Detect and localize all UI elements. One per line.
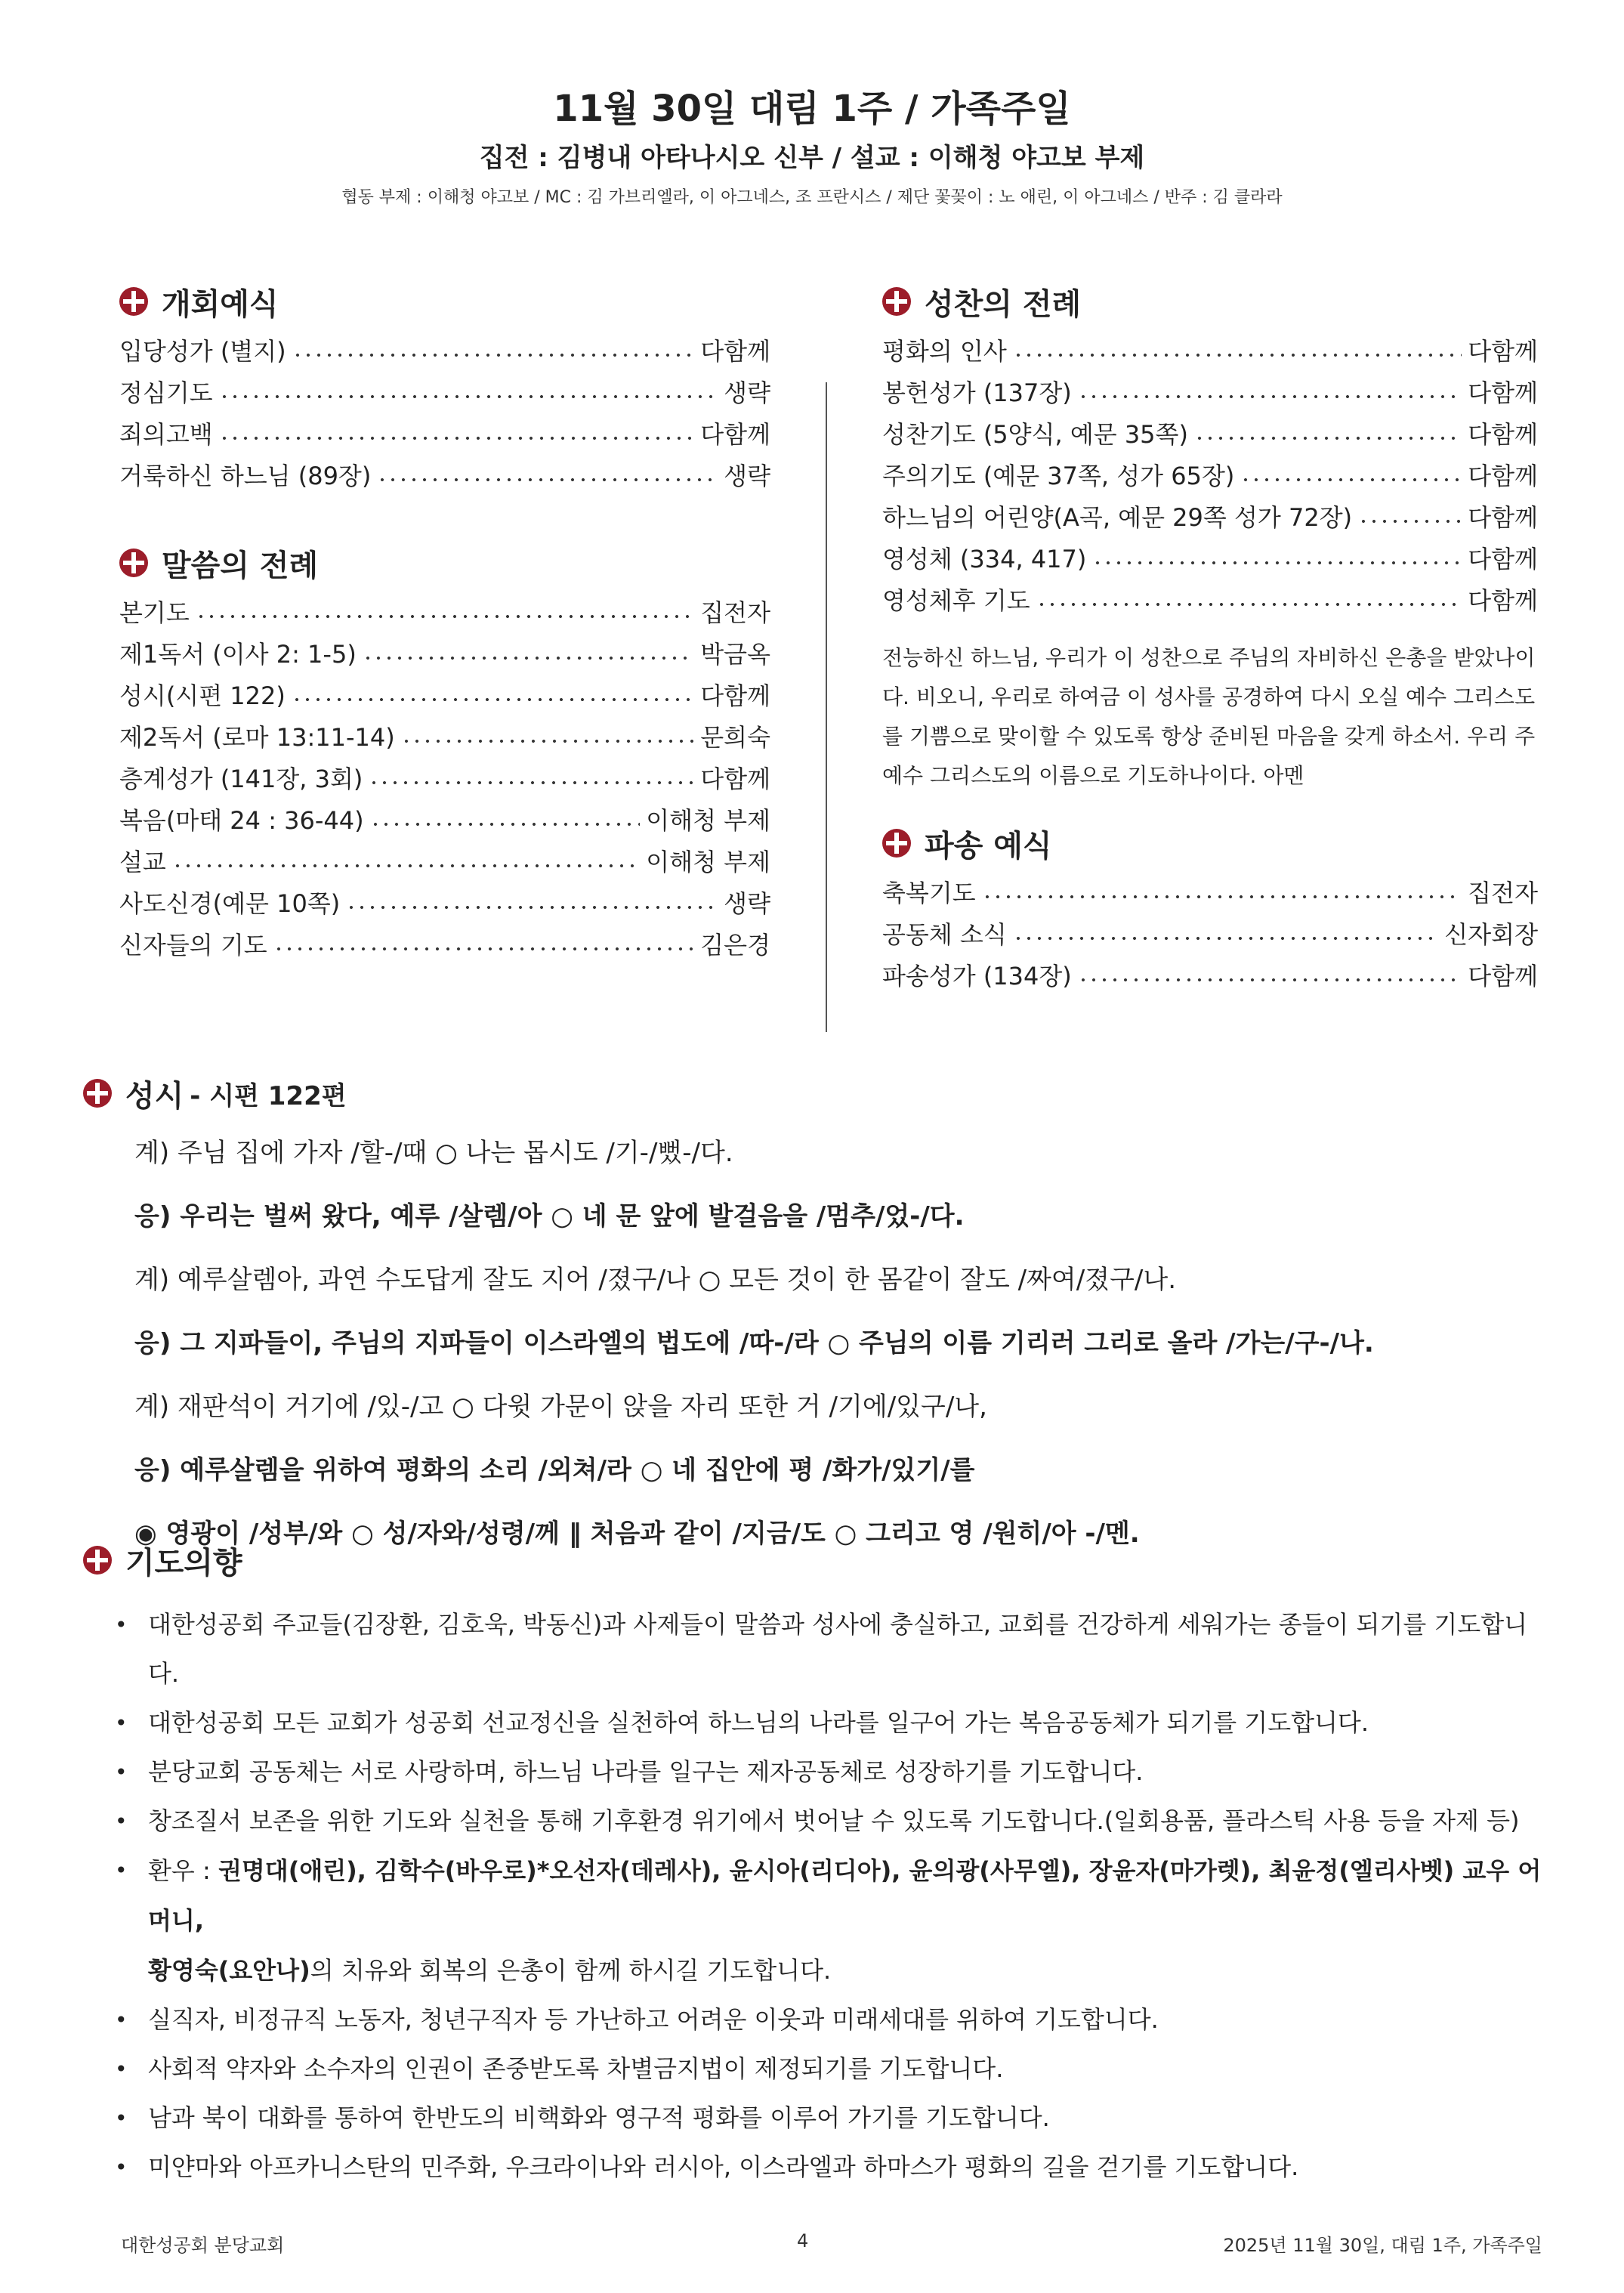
intention-item: • 대한성공회 모든 교회가 성공회 선교정신을 실천하여 하느님의 나라를 일구어 가는 복음공동체가 되기를 기도합니다. (115, 1698, 1556, 1748)
order-item-leader: 다함께 (1468, 503, 1538, 532)
dot-leader (982, 882, 1462, 906)
order-item-name: 설교 (119, 848, 166, 876)
order-item-name: 파송성가 (134장) (882, 962, 1072, 990)
order-item (882, 331, 1538, 372)
order-item (119, 842, 770, 883)
section-heading-word (119, 541, 770, 585)
order-item (882, 497, 1538, 539)
order-item (882, 580, 1538, 622)
order-item-name: 봉헌성가 (137장) (882, 379, 1072, 407)
order-item (119, 800, 770, 842)
section-title: 말씀의 전례 (162, 548, 319, 583)
section-heading-eucharist (882, 280, 1538, 323)
order-item-name: 하느님의 어린양(A곡, 예문 29쪽 성가 72장) (882, 503, 1353, 532)
left-column (119, 280, 770, 966)
order-item (882, 414, 1538, 456)
page-title: 11월 30일 대림 1주 / 가족주일 (553, 88, 1071, 130)
section-heading-dismissal (882, 821, 1538, 865)
sick-names: 권명대(애린), 김학수(바우로)*오선자(데레사), 윤시아(리디아), 윤의광(사무엘), 장윤자(마가렛), 최윤정(엘리사벳) 교우 어머니, (148, 1856, 1542, 1935)
order-item-name: 공동체 소식 (882, 920, 1007, 949)
order-item-name: 복음(마태 24 : 36-44) (119, 806, 364, 835)
section-title: 성시 (125, 1078, 184, 1114)
intention-item: • 창조질서 보존을 위한 기도와 실천을 통해 기후환경 위기에서 벗어날 수 있도록 기도합니다.(일회용품, 플라스틱 사용 등을 자제 등) (115, 1797, 1556, 1846)
order-item-leader: 박금옥 (700, 640, 770, 669)
cross-icon (83, 1079, 112, 1108)
dot-leader (1194, 423, 1462, 447)
order-item-leader: 다함께 (700, 681, 770, 710)
helpers-line: 협동 부제 : 이해청 야고보 / MC : 김 가브리엘라, 이 아그네스, 조 프란시스 / 제단 꽃꽂이 : 노 애린, 이 아그네스 / 반주 : 김 클라라 (341, 188, 1283, 207)
cross-icon (119, 549, 148, 577)
footer-church: 대한성공회 분당교회 (121, 2235, 285, 2256)
order-item (882, 873, 1538, 914)
order-item-leader: 다함께 (1468, 337, 1538, 366)
column-divider (826, 382, 827, 1032)
psalm-line-response: 응) 예루살렘을 위하여 평화의 소리 /외쳐/라 ○ 네 집안에 평 /화가/있기/를 (134, 1455, 975, 1485)
order-item-name: 사도신경(예문 10쪽) (119, 889, 341, 918)
order-item-name: 주의기도 (예문 37쪽, 성가 65장) (882, 462, 1235, 490)
order-item-leader: 다함께 (1468, 586, 1538, 615)
order-item (882, 372, 1538, 414)
order-item-leader: 생략 (724, 379, 770, 407)
order-item (119, 372, 770, 414)
bulletin-header (0, 85, 1624, 213)
dot-leader (1036, 589, 1462, 613)
psalm-line-celebrant: 계) 재판석이 거기에 /있-/고 ○ 다윗 가문이 앉을 자리 또한 거 /기에/있구/나, (134, 1392, 987, 1422)
dot-leader (1013, 923, 1439, 947)
sick-suffix: 의 치유와 회복의 은총이 함께 하시길 기도합니다. (310, 1956, 832, 1985)
dot-leader (363, 643, 694, 667)
order-list-opening (119, 331, 770, 497)
order-item-leader: 다함께 (1468, 420, 1538, 449)
psalm-section (83, 1071, 1541, 1565)
psalm-lines (83, 1121, 1541, 1565)
dot-leader (219, 382, 718, 406)
page-number: 4 (797, 2230, 809, 2251)
order-item-name: 본기도 (119, 598, 190, 627)
dot-leader (401, 726, 695, 750)
order-item-leader: 집전자 (1468, 879, 1538, 907)
order-item-leader: 다함께 (1468, 379, 1538, 407)
order-item-name: 평화의 인사 (882, 337, 1007, 366)
order-item (882, 914, 1538, 956)
order-list-word (119, 592, 770, 966)
order-item (119, 592, 770, 634)
officiant-line: 집전 : 김병내 아타나시오 신부 / 설교 : 이해청 야고보 부제 (479, 143, 1145, 173)
psalm-line-gloria: ◉ 영광이 /성부/와 ○ 성/자와/성령/께 ‖ 처음과 같이 /지금/도 ○ 그리고 영 /원히/아 -/멘. (134, 1519, 1140, 1549)
order-item (119, 883, 770, 925)
dot-leader (346, 892, 718, 916)
order-item-name: 성찬기도 (5양식, 예문 35쪽) (882, 420, 1188, 449)
post-communion-prayer: 전능하신 하느님, 우리가 이 성찬으로 주님의 자비하신 은총을 받았나이다. 비오니, 우리로 하여금 이 성사를 공경하여 다시 오실 예수 그리스도를 기쁨으로 맞이할 수 있도록 항상 준비된 마음을 갖게 하소서. 우리 주 예수 그리스도의 이름으로 기도하나이다. 아멘 (882, 645, 1536, 788)
order-item-leader: 다함께 (1468, 545, 1538, 573)
cross-icon (882, 829, 911, 858)
order-item-leader: 다함께 (700, 420, 770, 449)
order-item-name: 정심기도 (119, 379, 213, 407)
order-item-name: 층계성가 (141장, 3회) (119, 765, 363, 793)
dot-leader (1240, 465, 1462, 489)
order-item (119, 634, 770, 675)
order-item (119, 675, 770, 717)
psalm-line-response: 응) 그 지파들이, 주님의 지파들이 이스라엘의 법도에 /따-/라 ○ 주님의 이름 기리러 그리로 올라 /가는/구-/나. (134, 1328, 1374, 1358)
intention-item: • 미얀마와 아프카니스탄의 민주화, 우크라이나와 러시아, 이스라엘과 하마스가 평화의 길을 걷기를 기도합니다. (115, 2143, 1556, 2192)
section-title: 성찬의 전례 (925, 286, 1082, 322)
dot-leader (196, 601, 695, 626)
cross-icon (882, 287, 911, 316)
section-title: 파송 예식 (925, 828, 1052, 864)
order-item (119, 331, 770, 372)
dot-leader (292, 685, 694, 709)
cross-icon (83, 1546, 112, 1575)
dot-leader (172, 851, 640, 875)
intention-item: • 분당교회 공동체는 서로 사랑하며, 하느님 나라를 일구는 제자공동체로 성장하기를 기도합니다. (115, 1748, 1556, 1797)
order-item (882, 539, 1538, 580)
cross-icon (119, 287, 148, 316)
order-list-dismissal (882, 873, 1538, 997)
order-item (119, 456, 770, 497)
psalm-line-celebrant: 계) 주님 집에 가자 /할-/때 ○ 나는 몹시도 /기-/뻤-/다. (134, 1138, 733, 1168)
dot-leader (1358, 506, 1462, 530)
dot-leader (1078, 382, 1462, 406)
dot-leader (219, 423, 695, 447)
order-item-leader: 다함께 (700, 765, 770, 793)
order-item-leader: 생략 (724, 889, 770, 918)
section-heading-opening (119, 280, 770, 323)
dot-leader (1078, 965, 1462, 989)
order-item-name: 죄의고백 (119, 420, 213, 449)
dot-leader (1013, 340, 1462, 364)
section-heading-psalm (83, 1071, 1541, 1115)
dot-leader (273, 934, 695, 958)
order-item (119, 717, 770, 759)
order-item-leader: 생략 (724, 462, 770, 490)
intention-item: • 실직자, 비정규직 노동자, 청년구직자 등 가난하고 어려운 이웃과 미래세대를 위하여 기도합니다. (115, 1995, 1556, 2044)
order-item-name: 영성체 (334, 417) (882, 545, 1087, 573)
order-item-leader: 신자회장 (1444, 920, 1538, 949)
dot-leader (1092, 548, 1462, 572)
order-item-leader: 집전자 (700, 598, 770, 627)
intention-item-sick (115, 1846, 1556, 1995)
intentions-section (83, 1538, 1556, 2192)
dot-leader (377, 465, 718, 489)
order-item (119, 759, 770, 800)
order-item-leader: 이해청 부제 (646, 848, 770, 876)
page-footer (0, 2230, 1624, 2261)
order-item (119, 414, 770, 456)
order-item-name: 거룩하신 하느님 (89장) (119, 462, 372, 490)
dot-leader (292, 340, 695, 364)
order-item-leader: 다함께 (700, 337, 770, 366)
intention-item: • 사회적 약자와 소수자의 인권이 존중받도록 차별금지법이 제정되기를 기도합니다. (115, 2044, 1556, 2094)
order-item-name: 입당성가 (별지) (119, 337, 286, 366)
right-column (882, 280, 1538, 997)
sick-names-cont: 황영숙(요안나) (148, 1956, 310, 1985)
dot-leader (369, 768, 694, 792)
section-heading-intentions (83, 1538, 1556, 1582)
dot-leader (370, 809, 641, 833)
footer-date: 2025년 11월 30일, 대림 1주, 가족주일 (1223, 2235, 1542, 2256)
section-title: 기도의향 (125, 1545, 242, 1581)
order-item-name: 성시(시편 122) (119, 681, 286, 710)
order-item-leader: 다함께 (1468, 462, 1538, 490)
order-item-name: 축복기도 (882, 879, 976, 907)
psalm-reference: - 시편 122편 (190, 1080, 347, 1111)
psalm-line-response: 응) 우리는 벌써 왔다, 예루 /살렘/아 ○ 네 문 앞에 발걸음을 /멈추/었-/다. (134, 1201, 965, 1231)
order-item (119, 925, 770, 966)
order-item-name: 영성체후 기도 (882, 586, 1030, 615)
intention-item: • 대한성공회 주교들(김장환, 김호욱, 박동신)과 사제들이 말씀과 성사에 충실하고, 교회를 건강하게 세워가는 종들이 되기를 기도합니다. (115, 1600, 1556, 1698)
order-item-leader: 문희숙 (700, 723, 770, 752)
section-title: 개회예식 (162, 286, 279, 322)
sick-prefix: 환우 : (148, 1856, 218, 1885)
order-item (882, 456, 1538, 497)
order-item-name: 신자들의 기도 (119, 931, 267, 960)
order-item (882, 956, 1538, 997)
order-item-name: 제1독서 (이사 2: 1-5) (119, 640, 357, 669)
order-item-leader: 김은경 (700, 931, 770, 960)
psalm-line-celebrant: 계) 예루살렘아, 과연 수도답게 잘도 지어 /졌구/나 ○ 모든 것이 한 몸같이 잘도 /짜여/졌구/나. (134, 1265, 1177, 1295)
intention-item: • 남과 북이 대화를 통하여 한반도의 비핵화와 영구적 평화를 이루어 가기를 기도합니다. (115, 2094, 1556, 2143)
order-item-leader: 이해청 부제 (646, 806, 770, 835)
order-item-name: 제2독서 (로마 13:11-14) (119, 723, 395, 752)
intentions-list (83, 1600, 1556, 2192)
order-list-eucharist (882, 331, 1538, 622)
order-item-leader: 다함께 (1468, 962, 1538, 990)
